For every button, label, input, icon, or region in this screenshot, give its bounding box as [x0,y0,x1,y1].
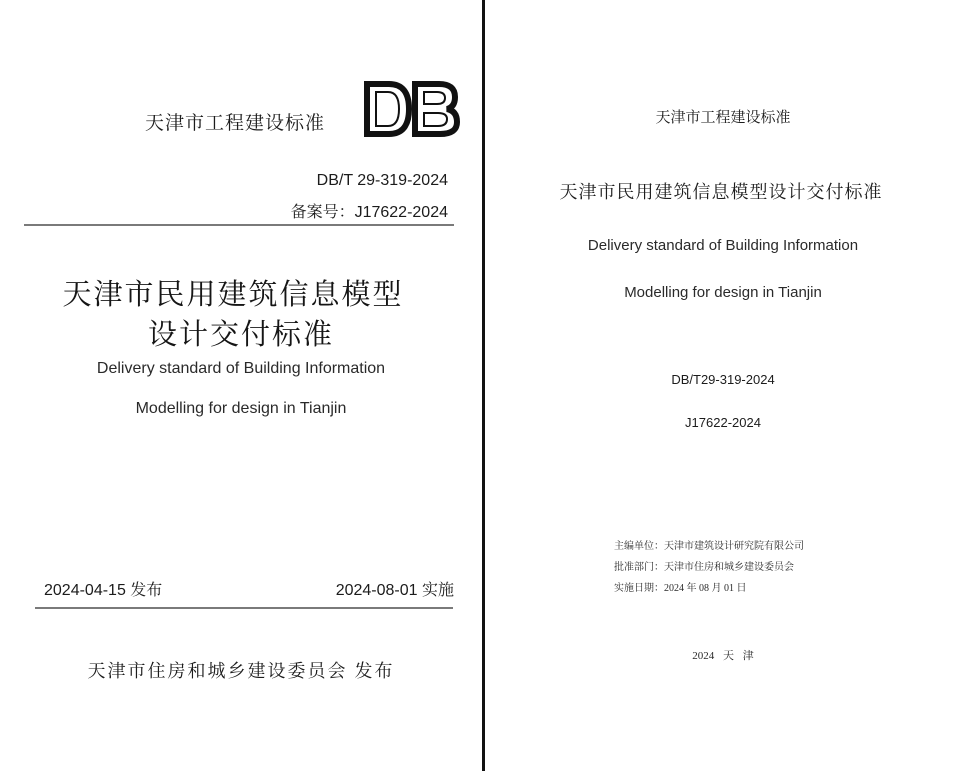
series-header [0,78,482,142]
series-label: 天津市工程建设标准 [655,109,791,126]
title-page [486,0,960,771]
standard-number: DB/T 29-319-2024 [316,172,448,189]
title-en-line2: Modelling for design in Tianjin [624,284,822,301]
title-en-line2: Modelling for design in Tianjin [135,400,347,417]
record-number: 备案号：J17622-2024 [290,204,448,221]
divider-bottom [35,607,453,609]
page-divider [482,0,485,771]
title-en-line1: Delivery standard of Building Information [96,360,386,377]
divider-top [24,224,454,226]
implementation-date: 实施日期：2024 年 08 月 01 日 [614,583,747,594]
approving-department: 批准部门：天津市住房和城乡建设委员会 [614,562,794,573]
title-zh: 天津市民用建筑信息模型设计交付标准 [559,182,883,202]
db-logo [363,80,461,138]
title-en-line1: Delivery standard of Building Information [587,237,859,254]
record-number: J17622-2024 [685,415,761,430]
standard-number: DB/T29-319-2024 [671,372,775,387]
implementation-date: 2024-08-01 实施 [335,582,454,599]
title-zh-line1: 天津市民用建筑信息模型 [62,279,404,311]
issuer: 天津市住房和城乡建设委员会 发布 [87,661,395,681]
place-year: 2024 天 津 [692,650,754,662]
issue-date: 2024-04-15 发布 [44,582,163,599]
series-label: 天津市工程建设标准 [145,113,326,134]
title-zh-line2: 设计交付标准 [147,319,334,351]
chief-editor-unit: 主编单位：天津市建筑设计研究院有限公司 [614,541,804,552]
